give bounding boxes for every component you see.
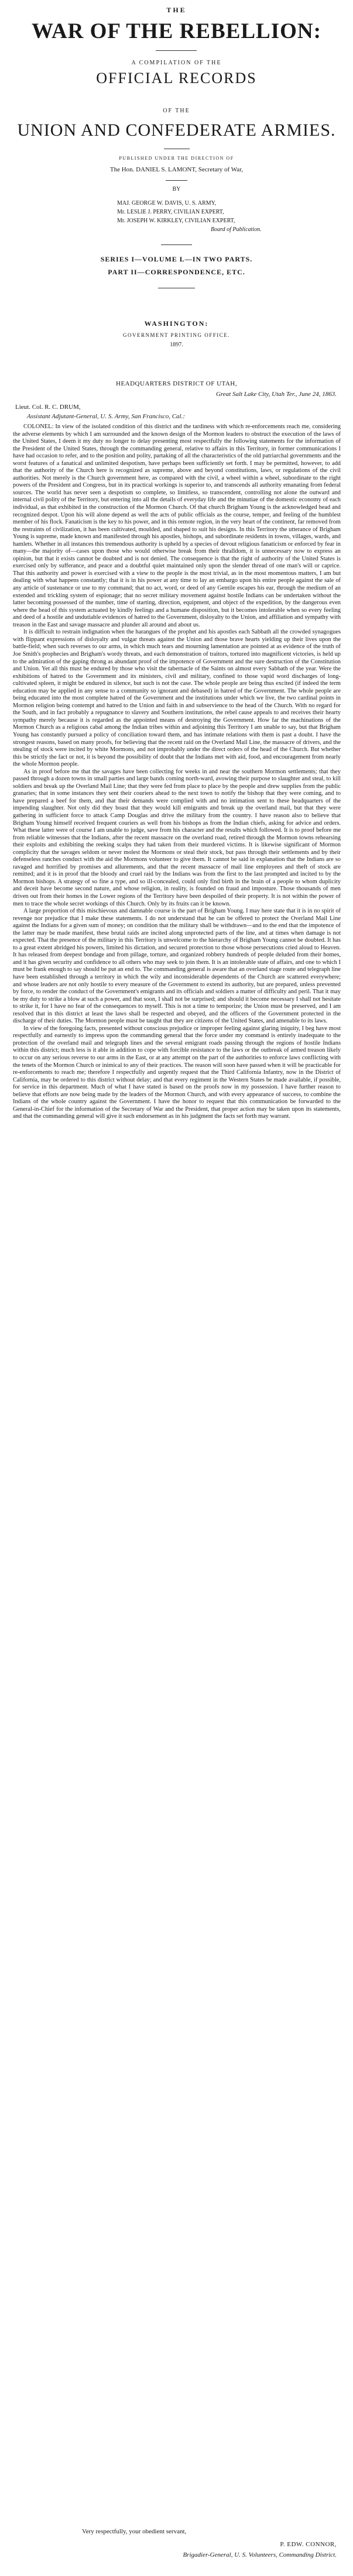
year-line: 1897. (170, 342, 183, 348)
printer-line: GOVERNMENT PRINTING OFFICE. (122, 332, 231, 338)
city-line: WASHINGTON: (144, 319, 209, 328)
series-line: SERIES I—VOLUME L—IN TWO PARTS. (100, 255, 253, 263)
letter-paragraph: In view of the foregoing facts, presented without conscious prejudice or improper feeling against glaring iniquity, I beg have most respectfully and earnestly to impress upon the commanding general that the force under my command is entirely inadequate to the protection of the overland mail and telegraph lines and the several emigrant roads passing through the regions of hostile Indians within this district; much less is it able in addition to cope with forcible resistance to the laws or the outbreak of armed treason likely to occur on any serious reverse to our arms in the East, or at any attempt on the part of the authorities to enforce laws conflicting with the tenets of the Mormon Church or inimical to any of their practices. The reason will soon have passed when it will be practicable for re-enforcements to reach me; therefore I respectfully and urgently request that the Third California Infantry, now in the District of California, may be ordered to this district without delay; and that every regiment in the Western States be made available, if possible, for service in this department. Much of what I have stated is based on the proofs now in my possession. I have further reason to believe that efforts are now being made by the leaders of the Mormon Church, and with every appearance of success, to combine the Indians of the whole country against the Government. I have the honor to request that this communication be forwarded to the General-in-Chief for the information of the Secretary of War and the President, that proper action may be taken upon its statements, and that the commanding general will give it such endorsement as in his judgment the facts set forth may warrant. (13, 1025, 341, 1120)
union-confederate-line: UNION AND CONFEDERATE ARMIES. (17, 120, 336, 140)
part-line: PART II—CORRESPONDENCE, ETC. (108, 268, 245, 276)
of-the-line: OF THE (163, 108, 190, 114)
board-label: Board of Publication. (211, 226, 262, 233)
letter-closing: Very respectfully, your obedient servant, (82, 2528, 187, 2535)
main-title: WAR OF THE REBELLION: (32, 19, 321, 43)
letter-paragraph: COLONEL: In view of the isolated condition of this district and the tardiness with which re-enforcements reach me, considering the adverse elements by which I am surrounded and the known design of the Mormon leaders to obstruct the execution of the laws of the United States, I deem it my duty no longer to delay presenting most respectfully the following statements for the information of the President of the United States, through the commanding general, relative to affairs in this Territory, in former communications I have had occasion to refer, and to the position and polity, partaking of all the characteristics of the old patriarchal governments and the worst features of a fanatical and unlimited despotism, have perhaps been sufficiently set forth. I may be permitted, however, to add that the authority of the Church here is recognized as supreme, above and beyond constitutions, laws, or regulations of the civil authorities. Not merely is the Church government here, as compared with the civil, a wheel within a wheel, subordinate to the right powers of the President and Congress, but in its practical workings is superior to, and transcends all authority emanating from federal sources. The world has never seen a despotism so complete, so limitless, so transcendent, controlling not alone the outward and internal civil polity of the Territory, but entering into all the details of everyday life and the minutiae of the domestic economy of each individual, as that exhibited in the construction of the Mormon Church. Of that church Brigham Young is the acknowledged head and recognized despot. Upon his will alone depend as well the acts of public officials as the course, temper, and feeling of the humblest member of his flock. Fanaticism is the key to his power, and in this remote region, in the very heart of the continent, far removed from the restraints of civilization, it has been cultivated, moulded, and shaped to suit his designs. In this Territory the utterance of Brigham Young is supreme, made known and manifested through his apostles, bishops, and subordinate residents in towns, villages, wards, and hamlets. Whether in all instances this tremendous authority is upheld by a species of devout religious fanaticism or enforced by fear in many—the majority of—cases upon those who would otherwise break from their thralldom, it is unnecessary now to express an opinion, but that it exists cannot be doubted and is not denied. The consequence is that the right of authority of the United States is exercised only by sufferance, and peace and a doubtful quiet maintained only upon the slender thread of one man's will or caprice. That this authority and power is exercised with a view to the people is the most trivial, as in the most momentous matters, I am but dealing with what happens constantly; that it is in his power at any time to lay an embargo upon his entire people against the sale of any article of sustenance or use to my command; that no act, word, or deed of any Gentile escapes his ear, through the medium of an extended and trickling system of espionage; that no secret military movement against hostile Indians can be undertaken without the latter becoming possessed of the number, time of starting, direction, equipment, and object of the expedition, by the dangerous even where the head of this system actuated by kindly feelings and a humane disposition, but it becomes intolerable when so every feeling and deed of a hostile and undutiable evidences of hatred to the Government, disloyalty to the Union, and affiliation and sympathy with treason in the East and savage massacre and plunder all around and about us. (13, 423, 341, 628)
letter-paragraph: It is difficult to restrain indignation when the harangues of the prophet and his apostles each Sabbath all the crowded synagogues with flippant expressions of disloyalty and vulgar threats against the Union and those brave hearts yielding up their lives upon the battle-field; when such reverses to our arms, in which much tears and mourning lamentation are pointed at as evidence of the truth of Joe Smith's prophecies and Brigham's wordy threats, and each demonstration of traitors, tortured into magnificent victories, is held up to the admiration of the gaping throng as abundant proof of the impotence of Government and the sure destruction of the Constitution and Union. Yet all this must be endured by those who visit the tabernacle of the Saints on almost every Sabbath of the year. Were the exhibitions of hatred to the Government and its ministers, civil and military, confined to those vapid word discharges of long-cultivated spleen, it might be endured in silence, but such is not the case. The whole people are being thus excited (if indeed the term education may be applied in any sense to a community so ignorant and debased) in hatred of the Government. The whole people are being educated into the most complete hatred of the Government and the institutions under which we live, the two cardinal points in Mormon religion being contempt and hatred to the Union and faith in and subservience to the head of the Church. With no regard for the South, and in fact probably a repugnance to slavery and Southern institutions, the rebel cause appeals to and receives their hearty sympathy merely because it is regarded as the appointed means of destroying the Government. How far the machinations of the Mormon Church as a religious cabal among the Indian tribes within and adjoining this Territory I am unable to say, but that Brigham Young has constantly pursued a policy of conciliation toward them, and has intimate relations with them is past a doubt. I have the strongest reasons, based on many proofs, for believing that the recent raid on the Overland Mail Line, the massacre of drivers, and the stealing of stock were incited by white Mormons, and not improbably under the direct orders of the head of the Church. But whether this be strictly the fact or not, it is beyond the possibility of doubt that the Indians met with aid, food, and encouragement from nearly the whole Mormon people. (13, 629, 341, 768)
by-line: BY (172, 186, 181, 192)
title-rule (166, 180, 187, 181)
letter-paragraph: As in proof before me that the savages have been collecting for weeks in and near the southern Mormon settlements; that they passed through a dozen towns in small parties and large bands coming north-ward, avowing their purpose to slaughter and steal, to kill soldiers and break up the Overland Mail Line; that they were fed from place to place by the people and drew supplies from the public granaries; that in some instances they sent their couriers ahead to the next town to notify the bishop that they were coming, and to have prepared a beef for them, and that their demands were complied with and no intimation sent to these headquarters of the impending slaughter. Not only did they boast that they would kill emigrants and break up the overland mail, but that they were gathering in sufficient force to attack Camp Douglas and drive the military from the country. I have reason also to believe that Brigham Young himself received frequent couriers as well from his bishops as from the Indian chiefs, asking for advice and orders. What these latter were of course I am unable to judge, save from his character and the results which followed. It is to proof before me from reliable witnesses that the Indians, after the recent massacre on the overland road, retired through the Mormon towns rehearsing their exploits and exhibiting the reeking scalps they had taken from their murdered victims. It is likewise significant of Mormon complicity that the savages seldom or never molest the Mormons or steal their stock, but pass through their settlements and by their defenseless ranches conduct with the aid the Mormons volunteer to give them. It cannot be said in explanation that the Indians are so ravaged and horrified by promises and allurements, and that the recent massacre of mail line employees and theft of stock are remitted; and it is in proof that the bloody and cruel raid by the Indians was from the first to the last prompted and incited to by the Mormon bishops. A strategy of so fine a type, and so ill-concealed, could only find birth in the brain of a people to whom duplicity and deceit have become second nature, and whose religion, in reality, is founded on fraud and imposture. Those thousands of men driven out from their homes in the Lower regions of the Territory have been despoiled of their property. It is not within the power of men to trace the whole secret workings of this Church. Only by its fruits can it be known. (13, 768, 341, 907)
compilation-line: A COMPILATION OF THE (131, 60, 222, 66)
title-rule (156, 50, 197, 51)
letter-signature: P. EDW. CONNOR, (280, 2541, 337, 2548)
letter-addressee: Lieut. Col. R. C. DRUM, (15, 404, 81, 411)
letter-body (13, 423, 341, 1121)
secretary-line: The Hon. DANIEL S. LAMONT, Secretary of War, (109, 166, 244, 173)
letter-headquarters: HEADQUARTERS DISTRICT OF UTAH, (116, 380, 237, 387)
board-of-publication (117, 199, 316, 234)
title-rule (161, 244, 192, 245)
letter-dateline: Great Salt Lake City, Utah Ter., June 24, 1863. (215, 391, 337, 398)
board-member: MAJ. GEORGE W. DAVIS, U. S. ARMY, (117, 200, 217, 206)
letter-addressee-title: Assistant Adjutant-General, U. S. Army, San Francisco, Cal.: (27, 413, 185, 420)
letter-paragraph: A large proportion of this mischievous and damnable course is the part of Brigham Young. I may here state that it is in no spirit of revenge nor prejudice that I make these statements. I do not understand that he can be offered to protect the Overland Mail Line against the Indians for a given sum of money; on condition that the military shall be withdrawn—and to the end that the impotence of the latter may be made manifest, these brutal raids are incited along unprotected parts of the line, and at times when damage is not expected. That the presence of the military in this Territory is unwelcome to the hierarchy of Brigham Young cannot be doubted. It has to a great extent abridged his powers, limited his dictation, and secured protection to those whose persecutions cried aloud to Heaven. It has released from deepest bondage and from pillage, torture, and organized robbery hundreds of people deluded from their homes, and it has given security and confidence to all others who may seek to join them. It is an intolerable state of affairs, and one to which I must be frank enough to say should be put an end to. The commanding general is aware that an overland stage route and telegraph line have been established through a territory in which the wily and inconsiderable dependents of the Church are scattered everywhere; and whose leaders are not only hostile to every measure of the Government to extend its authority, but are prepared, unless prevented by force, to render the conduct of the Government's emigrants and its officials and soldiers a matter of difficulty and peril. That it may be my duty to strike a blow at such a power, and that soon, I shall not be surprised; and should it become necessary I shall not hesitate to strike it, for I have no fear of the consequences to myself. This is not a time to temporize; the Union must be preserved, and I am resolved that in this district at least the laws shall be respected and obeyed, and the officers of the Government protected in the discharge of their duties. The Mormon people must be taught that they are citizens of the United States, and amenable to its laws. (13, 908, 341, 1025)
published-under-line: PUBLISHED UNDER THE DIRECTION OF (119, 156, 234, 161)
board-member: Mr. LESLIE J. PERRY, CIVILIAN EXPERT, (117, 209, 224, 215)
official-records-line: OFFICIAL RECORDS (96, 70, 257, 87)
board-member: Mr. JOSEPH W. KIRKLEY, CIVILIAN EXPERT, (117, 218, 235, 224)
letter-signature-title: Brigadier-General, U. S. Volunteers, Commanding District. (183, 2551, 337, 2558)
title-the: THE (166, 6, 187, 14)
